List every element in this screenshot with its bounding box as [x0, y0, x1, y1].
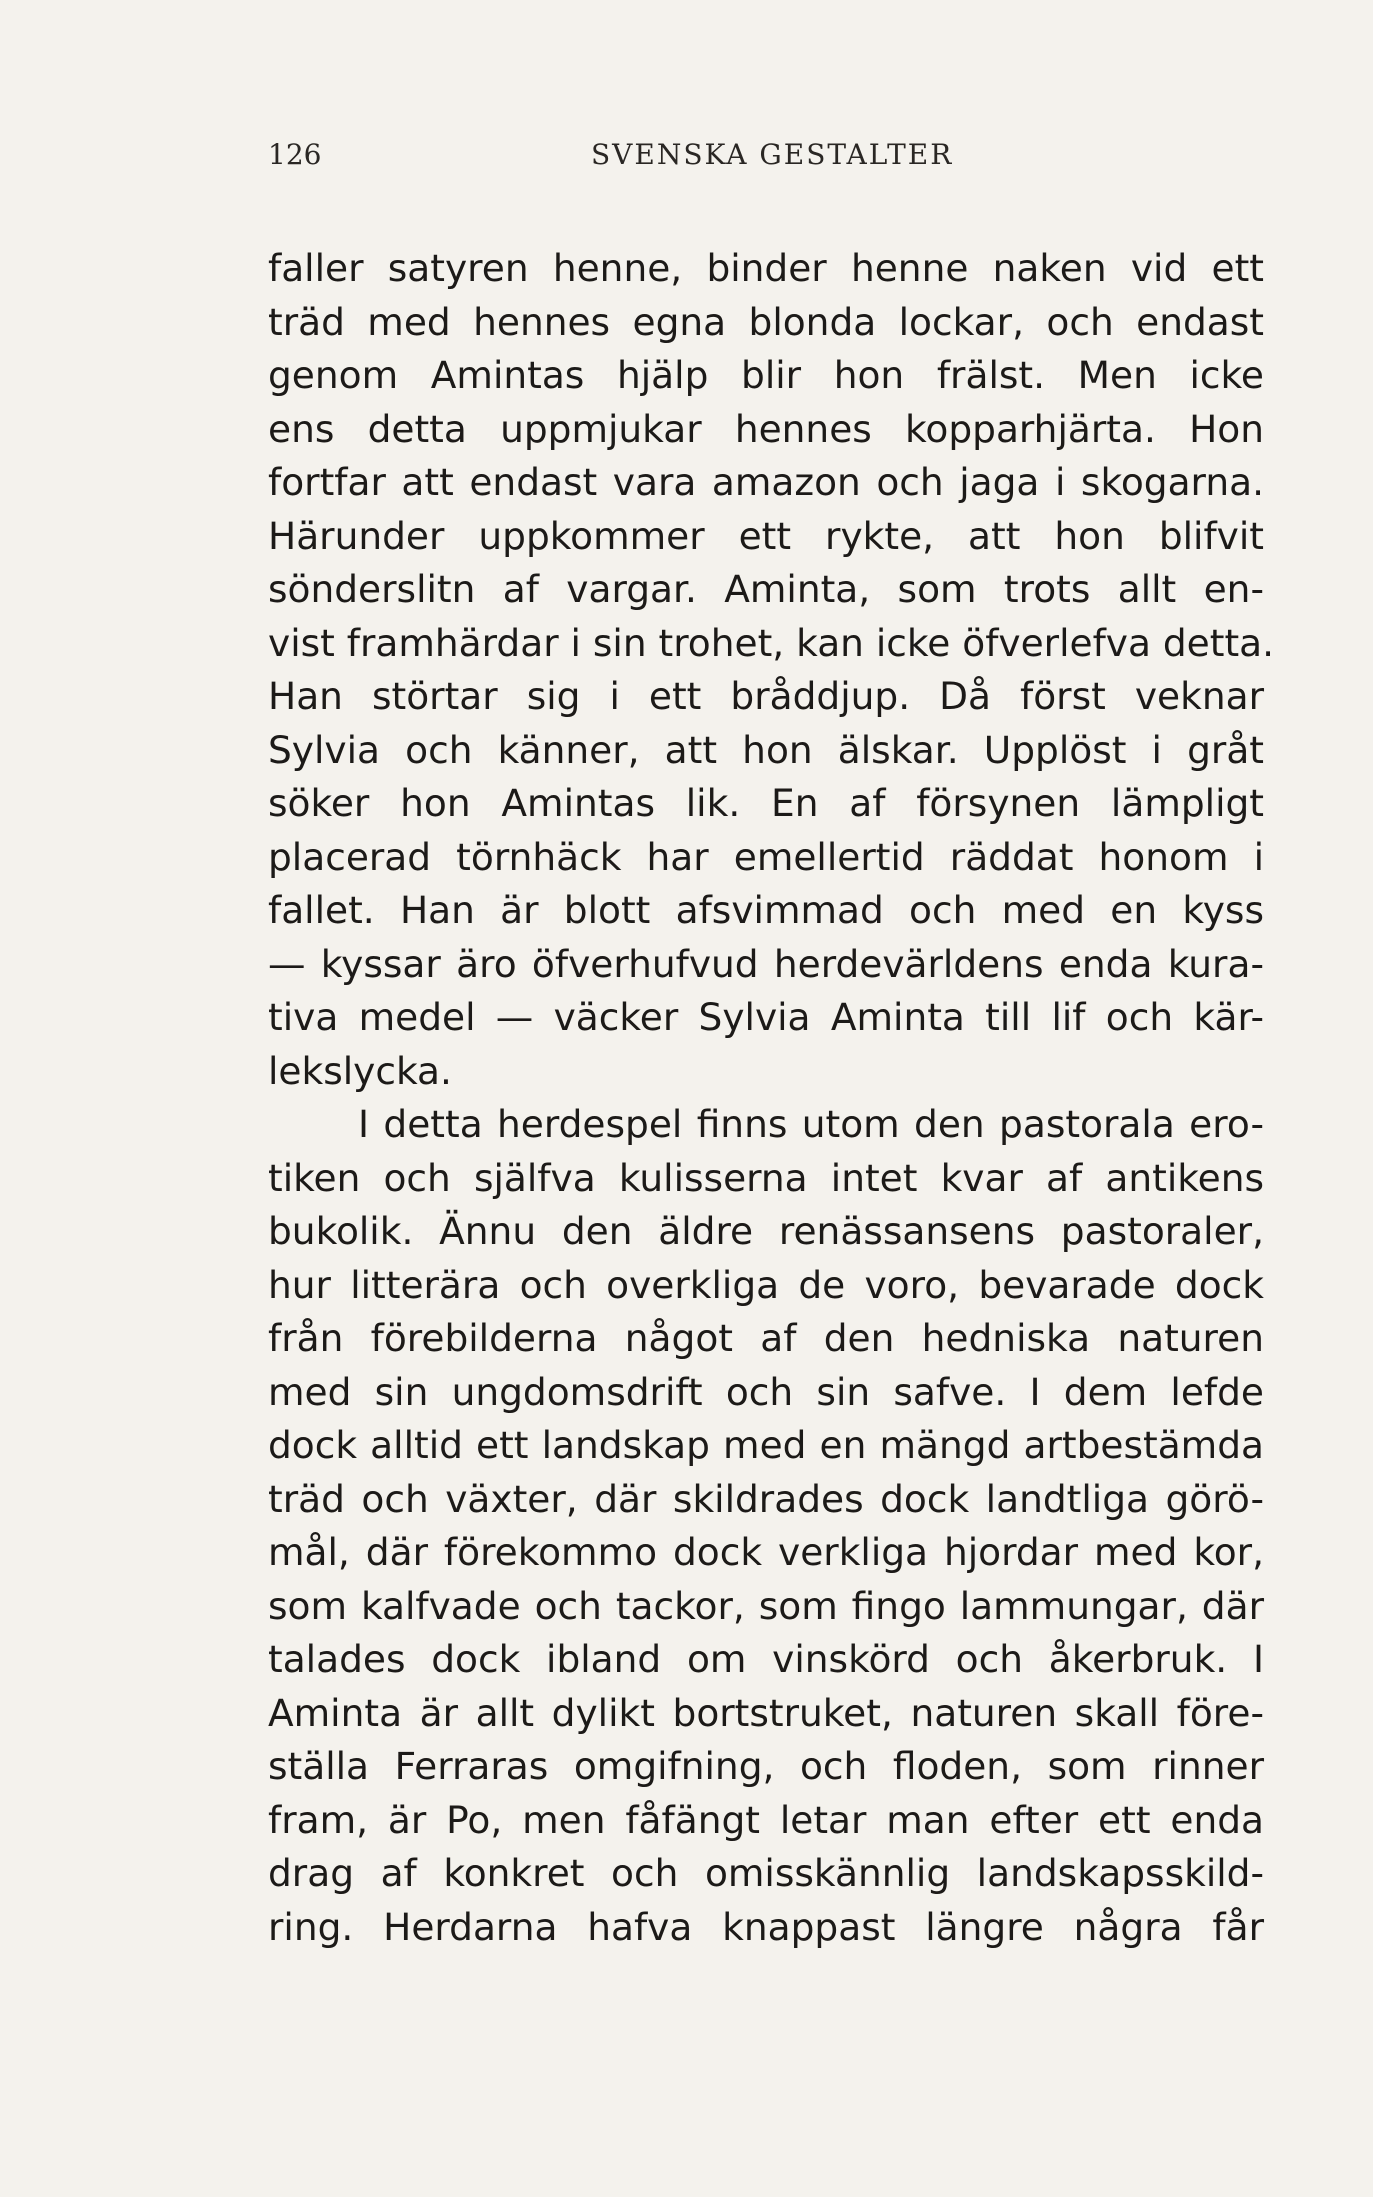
text-line: ställa Ferraras omgifning, och floden, som rinner — [268, 1744, 1264, 1788]
text-line: Sylvia och känner, att hon älskar. Upplöst i gråt — [268, 727, 1264, 772]
text-line: genom Amintas hjälp blir hon frälst. Men icke — [268, 353, 1264, 397]
paragraph-start-line: I detta herdespel finns utom den pastorala ero- — [358, 1102, 1264, 1146]
text-line: drag af konkret och omisskännlig landskapsskild- — [268, 1851, 1264, 1895]
text-line: som kalfvade och tackor, som fingo lammungar, där — [268, 1583, 1264, 1628]
text-line: Aminta är allt dylikt bortstruket, naturen skall före- — [268, 1690, 1264, 1735]
text-line: sönderslitn af vargar. Aminta, som trots allt en- — [268, 567, 1264, 611]
text-line: Härunder uppkommer ett rykte, att hon blifvit — [268, 513, 1264, 558]
paragraph-end-line: lekslycka. — [268, 1048, 452, 1093]
text-line: tiken och själfva kulisserna intet kvar af antikens — [268, 1155, 1264, 1200]
text-line: — kyssar äro öfverhufvud herdevärldens enda kura- — [268, 941, 1264, 986]
text-line: fram, är Po, men fåfängt letar man efter ett enda — [268, 1797, 1264, 1842]
text-line: talades dock ibland om vinskörd och åkerbruk. I — [268, 1637, 1264, 1681]
text-line: fortfar att endast vara amazon och jaga i skogarna. — [268, 460, 1264, 504]
text-line: dock alltid ett landskap med en mängd artbestämda — [268, 1423, 1264, 1467]
text-line: mål, där förekommo dock verkliga hjordar med kor, — [268, 1530, 1264, 1574]
text-line: träd med hennes egna blonda lockar, och endast — [268, 299, 1264, 344]
page-number: 126 — [268, 138, 322, 171]
text-line: placerad törnhäck har emellertid räddat honom i — [268, 834, 1264, 879]
text-line: från förebilderna något af den hedniska naturen — [268, 1316, 1264, 1360]
text-line: vist framhärdar i sin trohet, kan icke öfverlefva detta. — [268, 620, 1275, 665]
text-line: Han störtar sig i ett bråddjup. Då först veknar — [268, 674, 1264, 718]
body-text — [268, 242, 1275, 1954]
running-title: SVENSKA GESTALTER — [591, 138, 954, 171]
text-line: bukolik. Ännu den äldre renässansens pastoraler, — [268, 1209, 1264, 1253]
text-line: faller satyren henne, binder henne naken vid ett — [268, 246, 1264, 290]
text-line: fallet. Han är blott afsvimmad och med en kyss — [268, 888, 1264, 932]
text-line: ring. Herdarna hafva knappast längre några får — [268, 1904, 1264, 1949]
text-line: hur litterära och overkliga de voro, bevarade dock — [268, 1262, 1264, 1307]
text-line: söker hon Amintas lik. En af försynen lämpligt — [268, 781, 1264, 825]
text-line: ens detta uppmjukar hennes kopparhjärta. Hon — [268, 406, 1264, 451]
text-line: tiva medel — väcker Sylvia Aminta till lif och kär- — [268, 995, 1264, 1039]
running-head — [268, 138, 1264, 182]
text-line: med sin ungdomsdrift och sin safve. I dem lefde — [268, 1369, 1264, 1414]
text-line: träd och växter, där skildrades dock landtliga görö- — [268, 1476, 1264, 1521]
